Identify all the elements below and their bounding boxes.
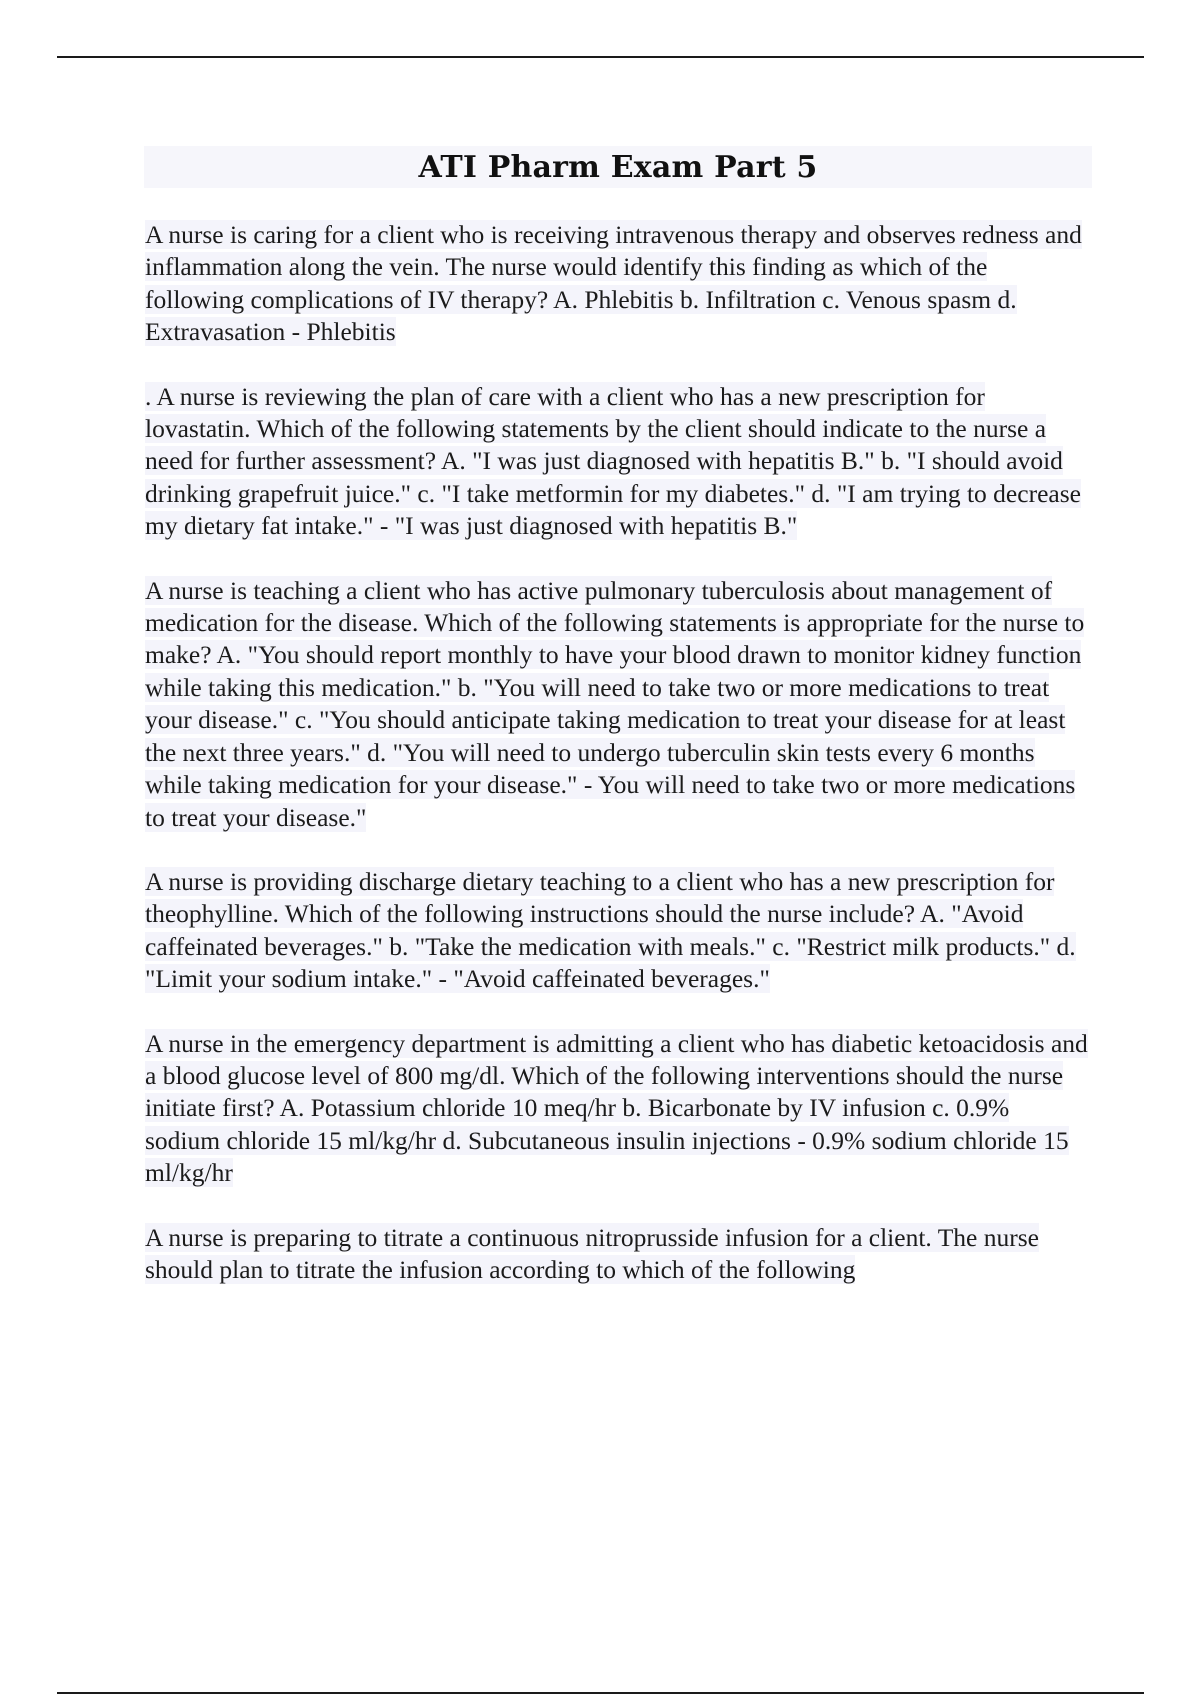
question-text: A nurse in the emergency department is admitting a client who has diabetic ketoacidosis and a blood glucose level of 800 mg/dl. Which of the following interventions should the nurse initiate first? A. Potassium chloride 10 meq/hr b. Bicarbonate by IV infusion c. 0.9% sodium chloride 15 ml/kg/hr d. Subcutaneous insulin injections - 0.9% sodium chloride 15 ml/kg/hr — [145, 1028, 1088, 1188]
question-item — [145, 219, 1090, 349]
question-text: A nurse is caring for a client who is receiving intravenous therapy and observes redness and inflammation along the vein. The nurse would identify this finding as which of the following complications of IV therapy? A. Phlebitis b. Infiltration c. Venous spasm d. Extravasation - Phlebitis — [145, 220, 1082, 347]
question-text: A nurse is preparing to titrate a continuous nitroprusside infusion for a client. The nurse should plan to titrate the infusion according to which of the following — [145, 1222, 1039, 1284]
question-item — [145, 575, 1090, 834]
question-item — [145, 381, 1090, 543]
title-band — [144, 146, 1092, 188]
question-list — [145, 219, 1090, 1318]
question-text: A nurse is teaching a client who has active pulmonary tuberculosis about management of medication for the disease. Which of the following statements is appropriate for the nurse to make? A. "You should report monthly to have your blood drawn to monitor kidney function while taking this medication." b. "You will need to take two or more medications to treat your disease." c. "You should anticipate taking medication to treat your disease for at least the next three years." d. "You will need to undergo tuberculin skin tests every 6 months while taking medication for your disease." - You will need to take two or more medications to treat your disease." — [145, 575, 1085, 832]
top-rule — [57, 56, 1144, 58]
document-title: ATI Pharm Exam Part 5 — [418, 149, 818, 185]
question-item — [145, 1028, 1090, 1190]
bottom-rule — [57, 1692, 1144, 1694]
question-item — [145, 1222, 1090, 1287]
question-text: A nurse is providing discharge dietary teaching to a client who has a new prescription for theophylline. Which of the following instructions should the nurse include? A. "Avoid caffeinated beverages." b. "Take the medication with meals." c. "Restrict milk products." d. "Limit your sodium intake." - "Avoid caffeinated beverages." — [145, 866, 1076, 994]
question-item — [145, 866, 1090, 996]
question-text: . A nurse is reviewing the plan of care with a client who has a new prescription for lovastatin. Which of the following statements by the client should indicate to the nurse a need for further assessment? A. "I was just diagnosed with hepatitis B." b. "I should avoid drinking grapefruit juice." c. "I take metformin for my diabetes." d. "I am trying to decrease my dietary fat intake." - "I was just diagnosed with hepatitis B." — [145, 381, 1081, 541]
